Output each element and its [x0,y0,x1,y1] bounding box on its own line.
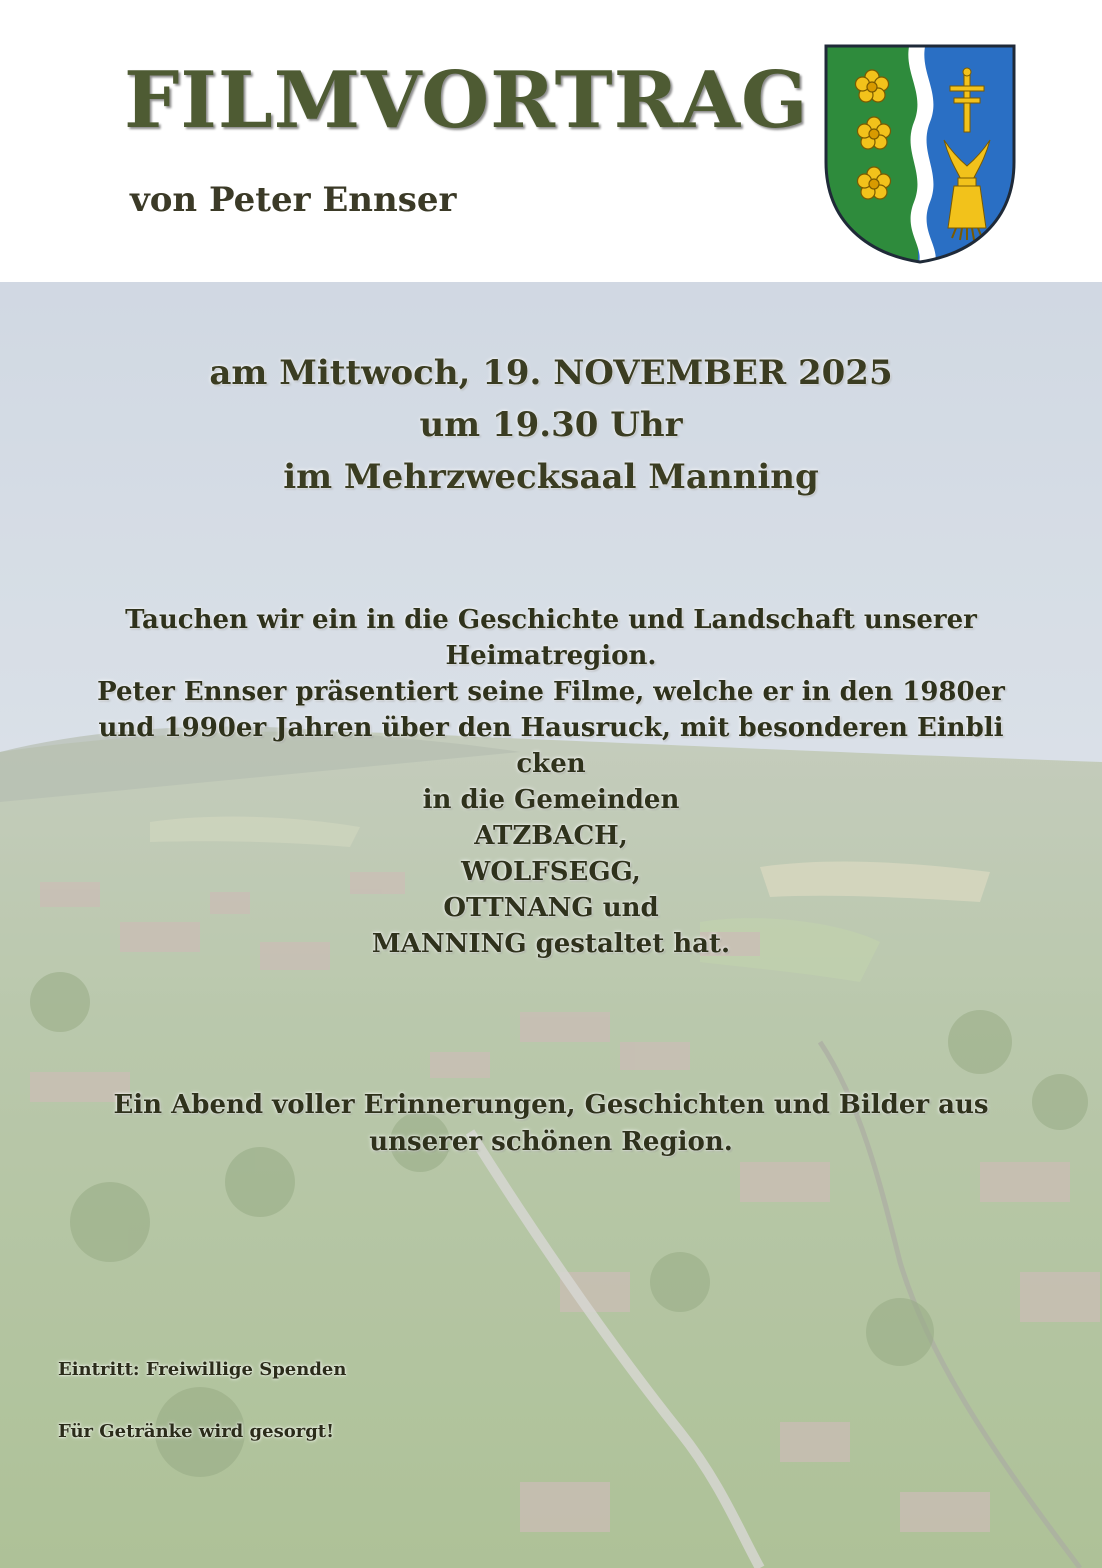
description-line: Tauchen wir ein in die Geschichte und Landschaft unserer [125,605,977,635]
description-line: in die Gemeinden [422,785,680,815]
landscape-photo [0,282,1102,1568]
event-details [0,347,1102,503]
entry-note: Eintritt: Freiwillige Spenden [58,1359,347,1380]
description-line: cken [516,749,586,779]
description-line: Peter Ennser präsentiert seine Filme, welche er in den 1980er [97,677,1005,707]
poster-subtitle: von Peter Ennser [130,180,457,220]
description-line: Heimatregion. [445,641,657,671]
drinks-note: Für Getränke wird gesorgt! [58,1421,334,1442]
header [0,0,1102,282]
closing-line: Ein Abend voller Erinnerungen, Geschichten und Bilder aus [113,1090,989,1120]
event-time: um 19.30 Uhr [419,405,683,445]
municipality-ottnang: OTTNANG und [443,893,659,923]
municipality-manning: MANNING gestaltet hat. [371,929,731,959]
closing-line: unserer schönen Region. [369,1127,733,1157]
coat-of-arms-icon [822,42,1018,266]
event-venue: im Mehrzwecksaal Manning [283,457,819,497]
description-line: und 1990er Jahren über den Hausruck, mit besonderen Einbli [98,713,1004,743]
closing-text [0,1087,1102,1161]
municipality-atzbach: ATZBACH, [474,821,628,851]
municipality-wolfsegg: WOLFSEGG, [461,857,641,887]
event-date: am Mittwoch, 19. NOVEMBER 2025 [209,353,893,393]
event-description [0,602,1102,962]
poster-title: FILMVORTRAG [124,55,809,146]
